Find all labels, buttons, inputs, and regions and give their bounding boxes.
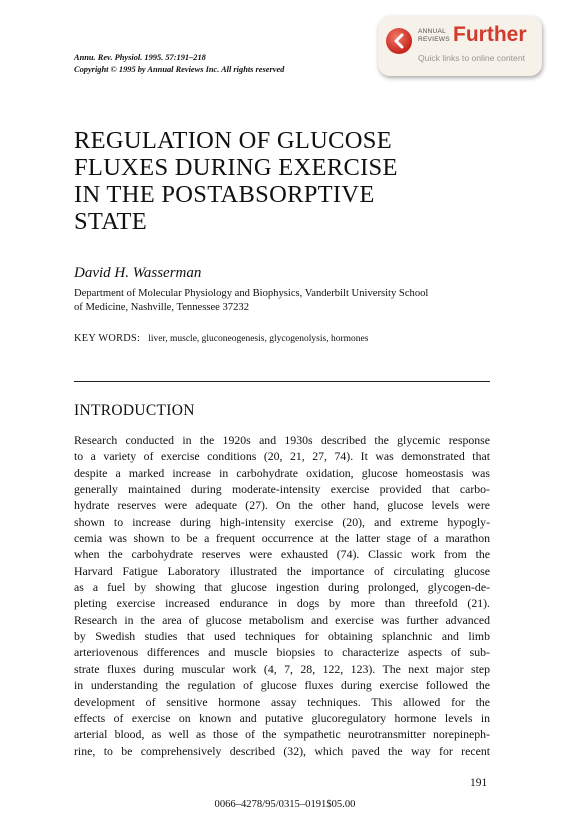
body-line: as a fuel by showing that glucose ingestion during prolonged, glycogen-de- [74,580,490,595]
body-line: effects of exercise on known and putative glucoregulatory hormone levels in [74,710,490,725]
body-line: in understanding the regulation of glucose fluxes during exercise followed the [74,678,490,693]
title-line: IN THE POSTABSORPTIVE [74,181,375,208]
body-line: generally maintained during moderate-intensity exercise provided that carbo- [74,482,490,497]
title-line: FLUXES DURING EXERCISE [74,154,398,181]
affiliation-line: of Medicine, Nashville, Tennessee 37232 [74,302,249,313]
body-line: by Swedish studies that used techniques for obtaining splanchnic and limb [74,629,490,644]
keywords-label: KEY WORDS: [74,333,141,344]
body-line: rine, to be comprehensively described (32), which paved the way for recent [74,743,490,758]
author-affiliation [74,287,494,315]
title-line: STATE [74,208,148,235]
page-number: 191 [470,777,488,789]
further-links-badge[interactable] [378,16,542,76]
further-label: Further [453,23,527,46]
body-line: arteriovenous differences and muscle biopsies to characterize aspects of sub- [74,645,490,660]
body-line: Harvard Fatigue Laboratory illustrated the importance of circulating glucose [74,563,490,578]
keywords [74,333,368,344]
footer-code: 0066–4278/95/0315–0191$05.00 [214,799,356,810]
journal-volume-line: Annu. Rev. Physiol. 1995. 57:191–218 [74,53,206,62]
journal-citation [74,52,284,75]
body-text [74,432,490,759]
body-line: pleting exercise increased endurance in dogs by more than threefold (21). [74,596,490,611]
article-title [74,127,398,235]
annual-reviews-logo: ANNUAL REVIEWS [418,28,450,43]
body-line: development of sensitive hormone assay techniques. This allowed for the [74,694,490,709]
horizontal-divider [74,381,490,382]
copyright-line: Copyright © 1995 by Annual Reviews Inc. All rights reserved [74,64,285,74]
body-line: strate fluxes during muscular work (4, 7, 28, 122, 123). The next major step [74,661,490,676]
body-line: hydrate reserves were adequate (27). On the other hand, glucose levels were [74,498,490,513]
body-line: arterial blood, as well as those of the sympathetic neurotransmitter norepineph- [74,727,490,742]
back-arrow-icon [386,28,412,54]
body-line: to a variety of exercise conditions (20, 21, 27, 74). It was demonstrated that [74,449,490,464]
body-line: despite a marked increase in carbohydrate oxidation, glucose homeostasis was [74,465,490,480]
title-line: REGULATION OF GLUCOSE [74,127,392,154]
body-line: Research in the area of glucose metabolism and exercise was further advanced [74,612,490,627]
body-line: cemia was shown to be a frequent occurrence at the latter stage of a marathon [74,531,490,546]
section-heading: INTRODUCTION [74,402,195,419]
author-name: David H. Wasserman [74,265,202,281]
quick-links-text: Quick links to online content [418,53,526,63]
keywords-list: liver, muscle, gluconeogenesis, glycogenolysis, hormones [148,334,369,344]
body-line: Research conducted in the 1920s and 1930s described the glycemic response [74,433,490,447]
body-line: when the carbohydrate reserves were exhausted (74). Classic work from the [74,547,490,562]
affiliation-line: Department of Molecular Physiology and Biophysics, Vanderbilt University School [74,288,429,299]
body-line: shown to increase during high-intensity exercise (20), and extreme hypogly- [74,514,490,529]
